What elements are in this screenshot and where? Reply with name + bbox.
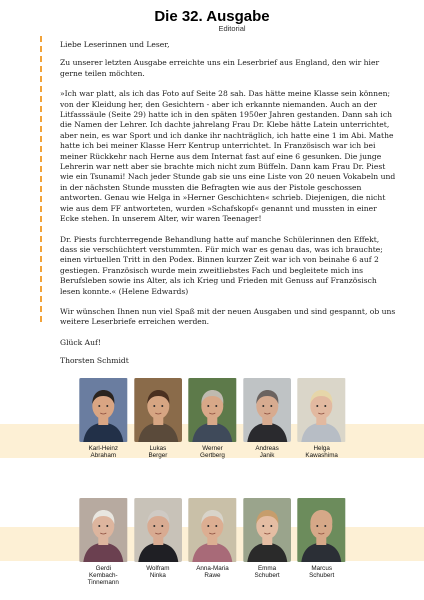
letter-paragraph-1: Zu unserer letzten Ausgabe erreichte uns ein Leserbrief aus England, den wir hier gerne teilen möchten. bbox=[60, 58, 380, 78]
team-member-name bbox=[88, 565, 119, 586]
team-member bbox=[79, 498, 128, 586]
editorial-letter bbox=[60, 40, 396, 377]
team-member bbox=[188, 378, 237, 459]
team-member-name-line: Wolfram bbox=[146, 565, 170, 572]
portrait-older-woman-icon bbox=[79, 498, 128, 562]
team-member-name-line: Lukas bbox=[149, 445, 167, 452]
team-member-name-line: Gertberg bbox=[200, 452, 225, 459]
portrait-man-suit-icon bbox=[79, 378, 128, 442]
team-member-name bbox=[254, 565, 279, 579]
letter-greeting: Liebe Leserinnen und Leser, bbox=[60, 40, 170, 49]
team-member-name bbox=[305, 445, 338, 459]
letter-closing: Glück Auf! bbox=[60, 337, 101, 347]
team-member bbox=[297, 498, 346, 586]
portrait-older-man-icon bbox=[188, 378, 237, 442]
team-row-2 bbox=[79, 498, 349, 586]
team-member-name-line: Anna-Maria bbox=[196, 565, 229, 572]
portrait-man-bald-icon bbox=[297, 498, 346, 562]
team-member-name-line: Werner bbox=[202, 445, 223, 452]
team-member bbox=[134, 498, 183, 586]
team-member-name-line: Helga bbox=[313, 445, 330, 452]
team-member-name-line: Schubert bbox=[254, 572, 280, 579]
team-member-name-line: Karl-Heinz bbox=[88, 445, 118, 452]
letter-paragraph-3: Dr. Piests furchterregende Behandlung hatte auf manche Schülerinnen den Effekt, dass sie verschüchtert verstummten. Für mich war es genau das, was ich brauchte; einen virtuellen Tritt in den Podex. Binnen kurzer Zeit war ich von beinahe 6 auf 2 gestiegen. Französisch wurde mein zweitliebstes Fach und begleitete mich ins Berufsleben sowie ins Alter, als ich Krieg und Frieden mit Genuss auf Französisch lesen konnte.« (Helene Edwards) bbox=[60, 234, 383, 296]
team-member bbox=[243, 378, 292, 459]
team-member bbox=[297, 378, 346, 459]
page-header bbox=[0, 9, 424, 33]
team-member-name-line: Schubert bbox=[309, 572, 335, 579]
team-member-name bbox=[89, 445, 118, 459]
team-member-name bbox=[148, 445, 167, 459]
team-member-name-line: Gerdi bbox=[95, 565, 111, 572]
portrait-man-glasses-icon bbox=[243, 378, 292, 442]
team-member-name bbox=[255, 445, 278, 459]
team-member-name-line: Berger bbox=[148, 452, 168, 459]
team-member-name-line: Kembach- bbox=[88, 572, 118, 579]
team-member-name-line: Tinnemann bbox=[87, 579, 119, 586]
team-member-name-line: Abraham bbox=[90, 452, 117, 459]
team-member bbox=[79, 378, 128, 459]
team-member-name-line: Andreas bbox=[255, 445, 279, 452]
portrait-woman-short-hair-icon bbox=[188, 498, 237, 562]
dashed-accent-rule bbox=[40, 36, 42, 322]
team-member-name-line: Kawashima bbox=[305, 452, 338, 459]
team-member-name-line: Marcus bbox=[311, 565, 332, 572]
letter-paragraph-2: »Ich war platt, als ich das Foto auf Seite 28 sah. Das hätte meine Klasse sein können; von der Kleidung her, den Gesichtern - aber ich erkannte niemanden. Auch an der Litfasssäule (Seite 29) hatte ich in den späten 1950er Jahren gestanden. Dann sah ich die Namen der Lehrer. Ich dachte jahrelang Frau Dr. Klebe hätte Latein unterrichtet, aber nein, es war Sport und ich danke ihr nachträglich, ich hatte eine 1 im Abi. Mathe hatte ich bei meiner Klasse Herr Kentrup unterrichtet. In Französisch war ich bei meiner Rückkehr nach Herne aus dem Internat fast auf eine 6 gesunken. Die junge Lehrerin war nett aber sie brachte mich nicht zum Büffeln. Dann kam Frau Dr. Piest wie ein Tsunami! Nach jeder Stunde gab sie uns eine Liste von 20 neuen Vokabeln und in der nächsten Stunde mussten die Befragten wie aus der Pistole geschossen antworten. Genau wie Helga in »Herner Geschichten« schrieb. Diejenigen, die nicht wie aus dem FF antworteten, wurden »Schafskopf« genannt und mussten in einer Ecke stehen. In unserem Alter, wir waren Teenager! bbox=[60, 89, 396, 224]
portrait-woman-blonde-icon bbox=[297, 378, 346, 442]
team-member-name-line: Ninka bbox=[149, 572, 166, 579]
team-member-name-line: Rawe bbox=[204, 572, 221, 579]
team-row-1 bbox=[79, 378, 349, 459]
team-member-name bbox=[200, 445, 225, 459]
team-member-name-line: Emma bbox=[257, 565, 277, 572]
portrait-young-man-beard-icon bbox=[134, 378, 183, 442]
team-member-name bbox=[309, 565, 334, 579]
portrait-man-glasses-dark-icon bbox=[134, 498, 183, 562]
portrait-young-woman-icon bbox=[243, 498, 292, 562]
page-title: Die 32. Ausgabe bbox=[154, 8, 270, 25]
team-member-name-line: Janik bbox=[259, 452, 275, 459]
team-member-name bbox=[146, 565, 169, 579]
letter-signature: Thorsten Schmidt bbox=[60, 356, 129, 366]
team-member bbox=[243, 498, 292, 586]
team-member-name bbox=[196, 565, 229, 579]
page-subtitle: Editorial bbox=[218, 24, 246, 33]
team-member bbox=[188, 498, 237, 586]
letter-paragraph-4: Wir wünschen Ihnen nun viel Spaß mit der neuen Ausgaben und sind gespannt, ob uns weitere Leserbriefe erreichen werden. bbox=[60, 306, 396, 327]
team-member bbox=[134, 378, 183, 459]
